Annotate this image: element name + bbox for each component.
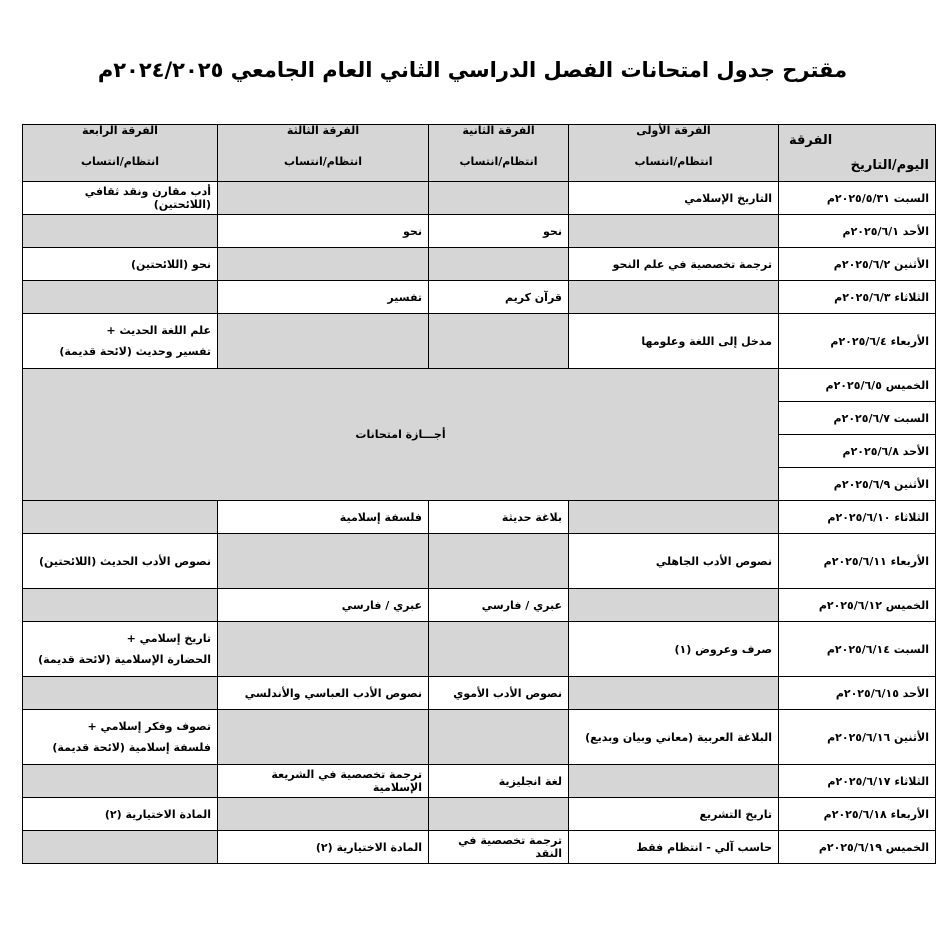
exam-cell-col-2 bbox=[429, 215, 569, 248]
exam-cell-col-2 bbox=[429, 182, 569, 215]
exam-cell-col-1 bbox=[569, 501, 779, 534]
exam-cell-col-2 bbox=[429, 622, 569, 677]
exam-schedule-table bbox=[22, 124, 936, 864]
exam-cell-col-4 bbox=[23, 622, 218, 677]
day-cell: الأربعاء ٢٠٢٥/٦/٤م bbox=[779, 314, 936, 369]
exam-subject-line2: الحضارة الإسلامية (لائحة قديمة) bbox=[38, 653, 211, 666]
exam-subject-line2: فلسفة إسلامية (لائحة قديمة) bbox=[52, 741, 211, 754]
header-col-sub: انتظام/انتساب bbox=[634, 155, 713, 168]
table-row bbox=[23, 765, 936, 798]
exam-subject: عبري / فارسي bbox=[341, 598, 422, 612]
table-row bbox=[23, 622, 936, 677]
exam-subject-line2: تفسير وحديث (لائحة قديمة) bbox=[59, 345, 211, 358]
exam-cell-col-3 bbox=[218, 534, 429, 589]
exam-subject: علم اللغة الحديث + bbox=[106, 324, 211, 337]
day-cell: الأربعاء ٢٠٢٥/٦/١١م bbox=[779, 534, 936, 589]
exam-subject: تصوف وفكر إسلامي + bbox=[87, 720, 211, 733]
exam-cell-col-4 bbox=[23, 710, 218, 765]
exam-subject: نحو (اللائحتين) bbox=[130, 257, 211, 271]
exam-cell-col-1 bbox=[569, 215, 779, 248]
header-col-4 bbox=[23, 125, 218, 182]
exam-cell-col-4 bbox=[23, 314, 218, 369]
exam-subject: تاريخ إسلامي + bbox=[126, 632, 211, 645]
exam-subject: بلاغة حديثة bbox=[501, 510, 562, 524]
table-row bbox=[23, 589, 936, 622]
table-row bbox=[23, 710, 936, 765]
exam-cell-col-4 bbox=[23, 501, 218, 534]
day-cell: الثلاثاء ٢٠٢٥/٦/١٧م bbox=[779, 765, 936, 798]
day-cell: الأثنين ٢٠٢٥/٦/١٦م bbox=[779, 710, 936, 765]
table-row bbox=[23, 677, 936, 710]
exam-subject: نصوص الأدب الجاهلي bbox=[655, 554, 772, 568]
exam-subject: صرف وعروض (١) bbox=[674, 642, 772, 656]
exam-cell-col-4 bbox=[23, 534, 218, 589]
exam-cell-col-4 bbox=[23, 182, 218, 215]
exam-cell-col-1 bbox=[569, 677, 779, 710]
header-col-name: الفرقة الثالثة bbox=[286, 124, 360, 137]
table-row bbox=[23, 501, 936, 534]
header-row bbox=[23, 125, 936, 182]
header-col-2 bbox=[429, 125, 569, 182]
table-row bbox=[23, 314, 936, 369]
exam-cell-col-3 bbox=[218, 710, 429, 765]
exam-cell-col-2 bbox=[429, 281, 569, 314]
table-row bbox=[23, 534, 936, 589]
group-label: الفرقة bbox=[789, 133, 833, 148]
header-col-name: الفرقة الرابعة bbox=[82, 124, 158, 137]
day-cell: الأحد ٢٠٢٥/٦/١٥م bbox=[779, 677, 936, 710]
exam-cell-col-3 bbox=[218, 831, 429, 864]
exam-cell-col-3 bbox=[218, 622, 429, 677]
exam-cell-col-2 bbox=[429, 248, 569, 281]
exam-subject: تاريخ التشريع bbox=[699, 807, 772, 821]
table-row bbox=[23, 281, 936, 314]
day-cell: الثلاثاء ٢٠٢٥/٦/٣م bbox=[779, 281, 936, 314]
day-cell: الثلاثاء ٢٠٢٥/٦/١٠م bbox=[779, 501, 936, 534]
exam-cell-col-3 bbox=[218, 182, 429, 215]
header-day-cell bbox=[779, 125, 936, 182]
exam-subject: فلسفة إسلامية bbox=[339, 510, 422, 524]
header-col-1 bbox=[569, 125, 779, 182]
exam-cell-col-1 bbox=[569, 798, 779, 831]
day-cell: السبت ٢٠٢٥/٦/٧م bbox=[779, 402, 936, 435]
table-row bbox=[23, 831, 936, 864]
exam-cell-col-3 bbox=[218, 677, 429, 710]
exam-subject: عبري / فارسي bbox=[481, 598, 562, 612]
exam-subject: حاسب آلي - انتظام فقط bbox=[636, 840, 772, 854]
exam-cell-col-2 bbox=[429, 710, 569, 765]
table-row bbox=[23, 798, 936, 831]
exam-subject: نصوص الأدب العباسي والأندلسي bbox=[244, 686, 422, 700]
day-label: اليوم/التاريخ bbox=[850, 158, 929, 173]
exam-cell-col-3 bbox=[218, 281, 429, 314]
exam-subject: نحو bbox=[403, 224, 422, 238]
header-col-name: الفرقة الأولى bbox=[636, 124, 711, 137]
exam-cell-col-1 bbox=[569, 831, 779, 864]
exam-subject: أدب مقارن ونقد ثقافي (اللائحتين) bbox=[84, 185, 211, 211]
header-col-sub: انتظام/انتساب bbox=[459, 155, 538, 168]
exam-cell-col-4 bbox=[23, 281, 218, 314]
table-row bbox=[23, 248, 936, 281]
day-cell: الأحد ٢٠٢٥/٦/١م bbox=[779, 215, 936, 248]
exam-subject: ترجمة تخصصية في الشريعة الإسلامية bbox=[271, 768, 422, 794]
exam-cell-col-4 bbox=[23, 215, 218, 248]
exam-subject: مدخل إلى اللغة وعلومها bbox=[641, 334, 772, 348]
exam-cell-col-4 bbox=[23, 677, 218, 710]
day-cell: الأحد ٢٠٢٥/٦/٨م bbox=[779, 435, 936, 468]
exam-subject: نحو bbox=[543, 224, 562, 238]
exam-cell-col-3 bbox=[218, 501, 429, 534]
exam-cell-col-1 bbox=[569, 182, 779, 215]
exam-cell-col-1 bbox=[569, 314, 779, 369]
exam-cell-col-3 bbox=[218, 798, 429, 831]
header-col-sub: انتظام/انتساب bbox=[283, 155, 363, 168]
header-col-name: الفرقة الثانية bbox=[462, 124, 535, 137]
exam-cell-col-4 bbox=[23, 798, 218, 831]
exam-subject: تفسير bbox=[387, 290, 422, 304]
exam-cell-col-2 bbox=[429, 798, 569, 831]
exam-cell-col-3 bbox=[218, 589, 429, 622]
exam-subject: نصوص الأدب الأموي bbox=[453, 686, 562, 700]
exam-cell-col-2 bbox=[429, 765, 569, 798]
exam-cell-col-2 bbox=[429, 534, 569, 589]
header-col-sub: انتظام/انتساب bbox=[80, 155, 160, 168]
exam-subject: التاريخ الإسلامي bbox=[684, 191, 772, 205]
exam-subject: المادة الاختيارية (٢) bbox=[104, 807, 211, 821]
exam-subject: لغة انجليزية bbox=[498, 774, 562, 788]
exam-cell-col-4 bbox=[23, 765, 218, 798]
exam-cell-col-4 bbox=[23, 248, 218, 281]
exam-subject: ترجمة تخصصية في علم النحو bbox=[612, 257, 772, 271]
page-title: مقترح جدول امتحانات الفصل الدراسي الثاني العام الجامعي ٢٠٢٤/٢٠٢٥م bbox=[97, 58, 848, 82]
exam-cell-col-1 bbox=[569, 622, 779, 677]
exam-cell-col-2 bbox=[429, 314, 569, 369]
exam-cell-col-1 bbox=[569, 248, 779, 281]
exam-cell-col-1 bbox=[569, 589, 779, 622]
exam-cell-col-3 bbox=[218, 215, 429, 248]
day-cell: الخميس ٢٠٢٥/٦/١٢م bbox=[779, 589, 936, 622]
exam-cell-col-3 bbox=[218, 765, 429, 798]
day-cell: الأثنين ٢٠٢٥/٦/٢م bbox=[779, 248, 936, 281]
exam-subject: نصوص الأدب الحديث (اللائحتين) bbox=[38, 554, 211, 568]
exam-cell-col-4 bbox=[23, 589, 218, 622]
exam-cell-col-3 bbox=[218, 248, 429, 281]
exam-cell-col-1 bbox=[569, 710, 779, 765]
table-row bbox=[23, 182, 936, 215]
day-cell: الخميس ٢٠٢٥/٦/١٩م bbox=[779, 831, 936, 864]
holiday-row bbox=[23, 369, 936, 402]
day-cell: السبت ٢٠٢٥/٦/١٤م bbox=[779, 622, 936, 677]
exam-subject: قرآن كريم bbox=[504, 290, 562, 304]
header-col-3 bbox=[218, 125, 429, 182]
exam-subject: المادة الاختيارية (٢) bbox=[315, 840, 422, 854]
exam-cell-col-1 bbox=[569, 534, 779, 589]
exam-cell-col-2 bbox=[429, 501, 569, 534]
exam-cell-col-1 bbox=[569, 765, 779, 798]
day-cell: السبت ٢٠٢٥/٥/٣١م bbox=[779, 182, 936, 215]
exam-cell-col-3 bbox=[218, 314, 429, 369]
exam-cell-col-2 bbox=[429, 831, 569, 864]
day-cell: الأربعاء ٢٠٢٥/٦/١٨م bbox=[779, 798, 936, 831]
day-cell: الأثنين ٢٠٢٥/٦/٩م bbox=[779, 468, 936, 501]
exam-subject: ترجمة تخصصية في النقد bbox=[458, 834, 562, 860]
exam-cell-col-1 bbox=[569, 281, 779, 314]
exam-cell-col-4 bbox=[23, 831, 218, 864]
exam-cell-col-2 bbox=[429, 677, 569, 710]
exam-subject: البلاغة العربية (معاني وبيان وبديع) bbox=[585, 730, 772, 744]
exam-cell-col-2 bbox=[429, 589, 569, 622]
table-row bbox=[23, 215, 936, 248]
holiday-label: أجـــازة امتحانات bbox=[23, 369, 779, 501]
day-cell: الخميس ٢٠٢٥/٦/٥م bbox=[779, 369, 936, 402]
